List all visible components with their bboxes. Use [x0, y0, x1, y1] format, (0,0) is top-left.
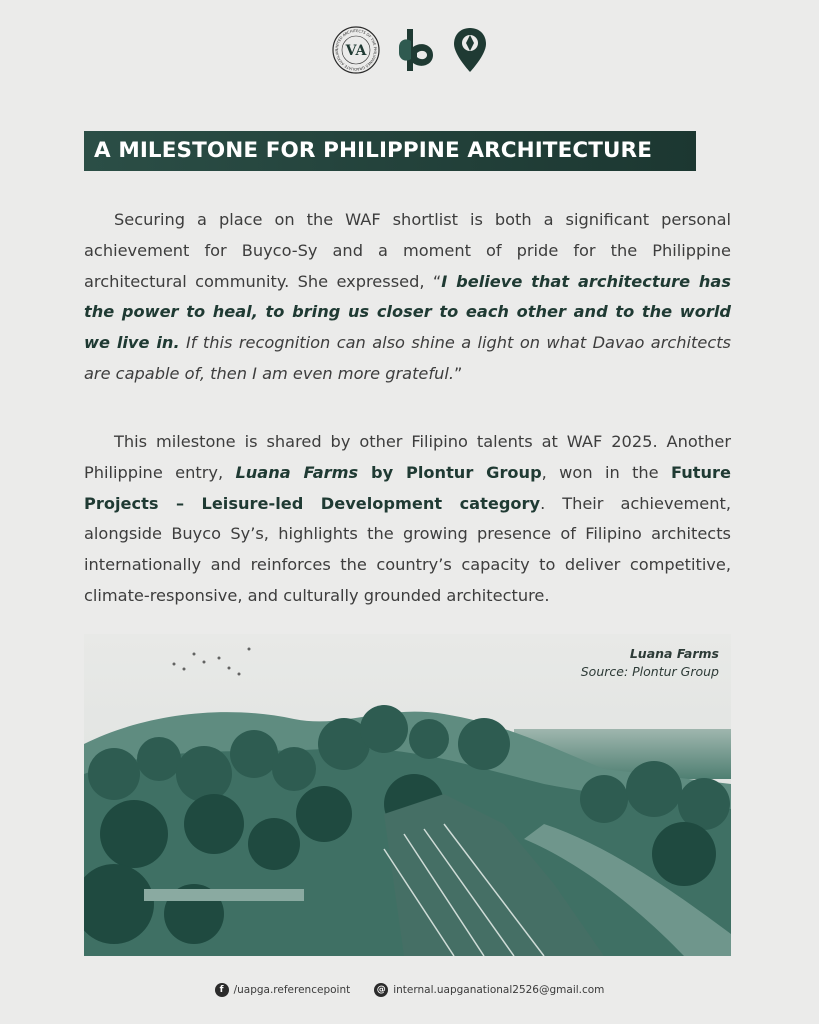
logo-ring-text: UNITED ARCHITECTS OF THE PHILIPPINES GRADUATE AUXILIAR: [334, 28, 377, 72]
footer: [0, 983, 819, 997]
email-link[interactable]: [374, 983, 604, 997]
uap-graduate-auxiliary-logo: [331, 25, 381, 75]
facebook-link[interactable]: [215, 983, 351, 997]
facebook-icon: f: [215, 983, 229, 997]
project-name: Luana Farms: [235, 462, 359, 482]
facebook-handle: /uapga.referencepoint: [233, 984, 351, 996]
luana-farms-image: [84, 634, 731, 956]
quote-italic: If this recognition can also shine a light on what Davao architects are capable of, then I am even more grateful.: [84, 333, 731, 383]
award-category: Future Projects – Leisure-led Development category: [84, 462, 732, 513]
paragraph-2-mid: , won in the: [541, 462, 672, 482]
logo-monogram: VA: [345, 43, 366, 59]
location-pin-logo: [451, 25, 489, 75]
paragraph-2-rest: . Their achievement, alongside Buyco Sy’s, highlights the growing presence of Filipino architects internationally and reinforces the country’s capacity to deliver competitive, climate-responsive, and culturally grounded architecture.: [84, 493, 731, 605]
quote-bold: I believe that architecture has the power to heal, to bring us closer to each other and to the world we live in.: [84, 271, 731, 353]
caption-title: Luana Farms: [629, 646, 719, 661]
paragraph-2-intro: This milestone is shared by other Filipino talents at WAF 2025. Another Philippine entry,: [84, 432, 731, 482]
paragraph-1-text: Securing a place on the WAF shortlist is both a significant personal achievement for Buyco-Sy and a moment of pride for the Philippine architectural community. She expressed, “: [84, 210, 731, 291]
paragraph-1: [84, 205, 731, 390]
quote-close: ”: [454, 363, 463, 383]
project-group: by Plontur Group: [358, 462, 542, 482]
caption-source: Source: Plontur Group: [580, 664, 719, 679]
section-heading: A MILESTONE FOR PHILIPPINE ARCHITECTURE: [84, 131, 696, 171]
header-logos: [0, 22, 819, 78]
email-icon: @: [374, 983, 388, 997]
email-address: internal.uapganational2526@gmail.com: [393, 984, 605, 996]
paragraph-2: [84, 427, 731, 612]
image-caption: [581, 645, 719, 681]
reference-point-logo: [393, 25, 439, 75]
